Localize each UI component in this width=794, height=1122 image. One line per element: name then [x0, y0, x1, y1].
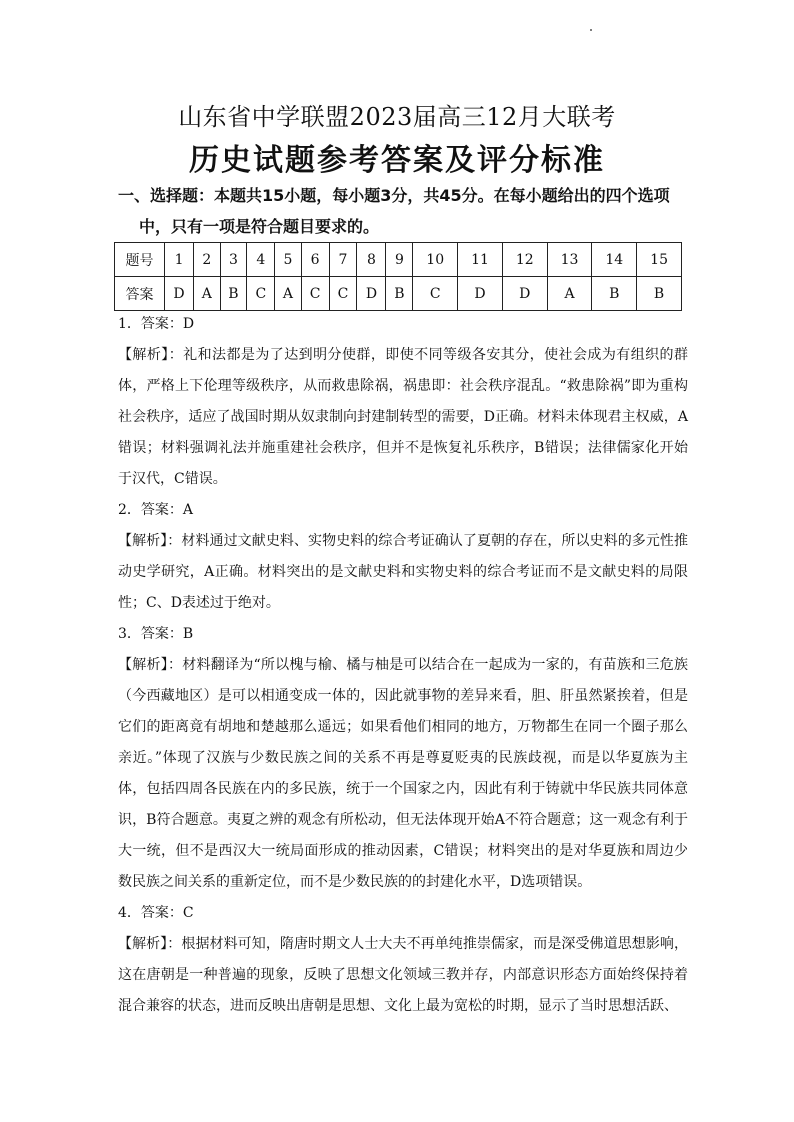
question-3-answer: 3．答案：B — [118, 626, 194, 642]
number-cell: 8 — [357, 243, 386, 277]
number-cell: 13 — [547, 243, 592, 277]
answer-table — [114, 242, 682, 311]
question-2-answer: 2．答案：A — [118, 502, 194, 518]
exam-title: 山东省中学联盟2023届高三12月大联考 — [178, 103, 616, 131]
answer-table-row-numbers — [115, 243, 682, 277]
answer-table-row-answers — [115, 277, 682, 311]
answer-cell: A — [194, 277, 220, 311]
number-cell: 7 — [329, 243, 357, 277]
answer-cell: B — [386, 277, 413, 311]
number-cell: 4 — [247, 243, 275, 277]
section-heading — [118, 180, 690, 242]
answer-explanations — [118, 309, 688, 1022]
answer-cell: D — [502, 277, 547, 311]
answer-cell: B — [637, 277, 682, 311]
number-cell: 14 — [592, 243, 637, 277]
answer-cell: C — [413, 277, 458, 311]
row-label-number: 题号 — [115, 243, 165, 277]
answer-cell: B — [220, 277, 247, 311]
scan-dot — [590, 29, 592, 31]
answer-cell: B — [592, 277, 637, 311]
number-cell: 5 — [275, 243, 301, 277]
question-4-answer: 4．答案：C — [118, 905, 194, 921]
section-heading-line2: 中，只有一项是符合题目要求的。 — [139, 217, 380, 236]
answer-cell: A — [275, 277, 301, 311]
question-3-analysis: 【解析】：材料翻译为“所以槐与榆、橘与柚是可以结合在一起成为一家的，有苗族和三危族（今西藏地区）是可以相通变成一体的，因此就事物的差异来看，胆、肝虽然紧挨着，但是它们的距离竟有胡地和楚越那么遥远；如果看他们相同的地方，万物都生在同一个圈子那么亲近。”体现了汉族与少数民族之间的关系不再是尊夏贬夷的民族歧视，而是以华夏族为主体，包括四周各民族在内的多民族，统于一个国家之内，因此有利于铸就中华民族共同体意识，B符合题意。夷夏之辨的观念有所松动，但无法体现开始A不符合题意；这一观念有利于大一统，但不是西汉大一统局面形成的推动因素，C错误；材料突出的是对华夏族和周边少数民族之间关系的重新定位，而不是少数民族的的封建化水平，D选项错误。 — [118, 657, 688, 890]
question-2-analysis: 【解析】：材料通过文献史料、实物史料的综合考证确认了夏朝的存在，所以史料的多元性推动史学研究，A正确。材料突出的是文献史料和实物史料的综合考证而不是文献史料的局限性；C、D表述过于绝对。 — [118, 533, 688, 611]
number-cell: 9 — [386, 243, 413, 277]
number-cell: 10 — [413, 243, 458, 277]
number-cell: 15 — [637, 243, 682, 277]
answer-cell: C — [301, 277, 329, 311]
document-title: 历史试题参考答案及评分标准 — [189, 143, 605, 178]
question-1-answer: 1．答案：D — [118, 316, 195, 332]
number-cell: 1 — [165, 243, 194, 277]
number-cell: 3 — [220, 243, 247, 277]
number-cell: 6 — [301, 243, 329, 277]
answer-cell: D — [458, 277, 503, 311]
row-label-answer: 答案 — [115, 277, 165, 311]
question-1-analysis: 【解析】：礼和法都是为了达到明分使群，即使不同等级各安其分，使社会成为有组织的群体，严格上下伦理等级秩序，从而救患除祸，祸患即：社会秩序混乱。“救患除祸”即为重构社会秩序，适应了战国时期从奴隶制向封建制转型的需要，D正确。材料未体现君主权威，A错误；材料强调礼法并施重建社会秩序，但并不是恢复礼乐秩序，B错误；法律儒家化开始于汉代，C错误。 — [118, 347, 688, 487]
section-heading-line1: 一、选择题：本题共15小题，每小题3分，共45分。在每小题给出的四个选项 — [118, 186, 670, 205]
answer-cell: D — [165, 277, 194, 311]
answer-cell: C — [329, 277, 357, 311]
number-cell: 2 — [194, 243, 220, 277]
number-cell: 11 — [458, 243, 503, 277]
answer-cell: D — [357, 277, 386, 311]
answer-cell: A — [547, 277, 592, 311]
answer-cell: C — [247, 277, 275, 311]
question-4-analysis: 【解析】：根据材料可知，隋唐时期文人士大夫不再单纯推崇儒家，而是深受佛道思想影响，这在唐朝是一种普遍的现象，反映了思想文化领域三教并存，内部意识形态方面始终保持着混合兼容的状态，进而反映出唐朝是思想、文化上最为宽松的时期，显示了当时思想活跃、 — [118, 936, 688, 1014]
number-cell: 12 — [502, 243, 547, 277]
